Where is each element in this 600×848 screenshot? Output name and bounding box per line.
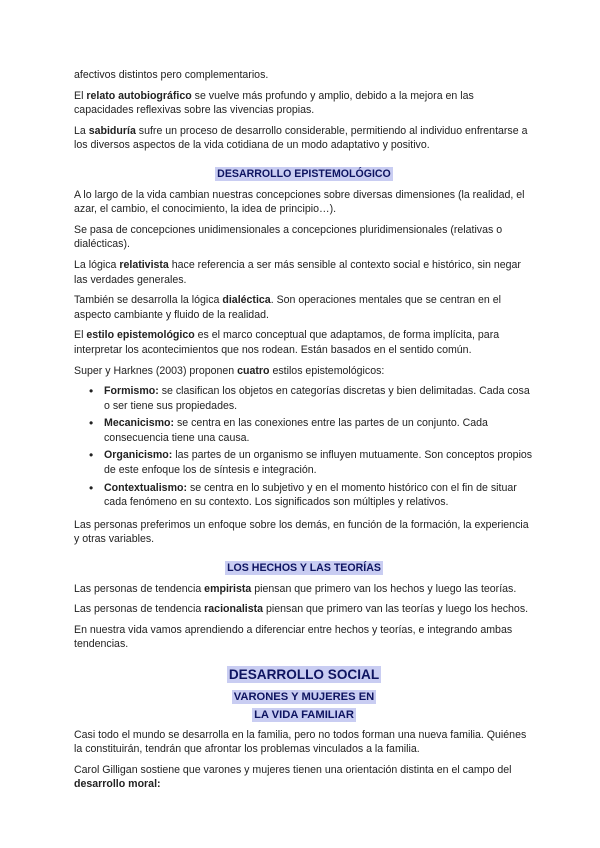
paragraph: El estilo epistemológico es el marco conceptual que adaptamos, de forma implícita, para interpretar los acontecimientos que nos rodean. Están basados en el sentido común. xyxy=(74,329,500,356)
paragraph: Casi todo el mundo se desarrolla en la familia, pero no todos forman una nueva familia. Quiénes la constituirán, tendrán que afrontar los problemas vinculados a la familia. xyxy=(74,728,527,756)
paragraph: A lo largo de la vida cambian nuestras concepciones sobre diversas dimensiones (la realidad, el azar, el cambio, el conocimiento, la idea de principio…). xyxy=(74,188,525,216)
styles-list xyxy=(74,384,534,510)
paragraph: Super y Harknes (2003) proponen cuatro estilos epistemológicos: xyxy=(74,364,385,377)
paragraph: La lógica relativista hace referencia a ser más sensible al contexto social e histórico, sin negar las verdades generales. xyxy=(74,258,521,286)
list-item: • Formismo: se clasifican los objetos en categorías discretas y bien delimitadas. Cada cosa o ser tiene sus propiedades. xyxy=(104,384,534,413)
paragraph: La sabiduría sufre un proceso de desarrollo considerable, permitiendo al individuo enfrentarse a los diversos aspectos de la vida cotidiana de un modo adaptativo y positivo. xyxy=(74,124,528,152)
paragraph: También se desarrolla la lógica dialéctica. Son operaciones mentales que se centran en el aspecto cambiante y fluido de la realidad. xyxy=(74,294,501,321)
section-heading: DESARROLLO EPISTEMOLÓGICO xyxy=(217,167,391,180)
paragraph: Se pasa de concepciones unidimensionales a concepciones pluridimensionales (relativas o dialécticas). xyxy=(74,223,503,251)
paragraph: Las personas de tendencia racionalista piensan que primero van las teorías y luego los hechos. xyxy=(74,603,529,616)
paragraph: afectivos distintos pero complementarios. xyxy=(74,69,269,81)
subsection-heading: LA VIDA FAMILIAR xyxy=(254,708,354,721)
list-item: • Organicismo: las partes de un organismo se influyen mutuamente. Son conceptos propios de este enfoque los de síntesis e integración. xyxy=(104,448,534,477)
paragraph: El relato autobiográfico se vuelve más profundo y amplio, debido a la mejora en las capacidades reflexivas sobre las vivencias propias. xyxy=(74,89,474,117)
paragraph: Carol Gilligan sostiene que varones y mujeres tienen una orientación distinta en el campo del desarrollo moral: xyxy=(74,763,512,791)
list-item: • Contextualismo: se centra en lo subjetivo y en el momento histórico con el fin de situar cada fenómeno en su contexto. Los significados son múltiples y relativos. xyxy=(104,481,534,510)
paragraph: En nuestra vida vamos aprendiendo a diferenciar entre hechos y teorías, e integrando ambas tendencias. xyxy=(74,623,513,651)
document-page xyxy=(74,68,534,798)
list-item: • Mecanicismo: se centra en las conexiones entre las partes de un conjunto. Cada consecuencia tiene una causa. xyxy=(104,416,534,445)
paragraph: Las personas de tendencia empirista piensan que primero van los hechos y luego las teorías. xyxy=(74,582,517,595)
paragraph: Las personas preferimos un enfoque sobre los demás, en función de la formación, la experiencia y otras variables. xyxy=(74,518,529,546)
subsection-heading: VARONES Y MUJERES EN xyxy=(233,690,375,703)
chapter-heading: DESARROLLO SOCIAL xyxy=(228,667,380,682)
section-heading: LOS HECHOS Y LAS TEORÍAS xyxy=(227,562,381,575)
